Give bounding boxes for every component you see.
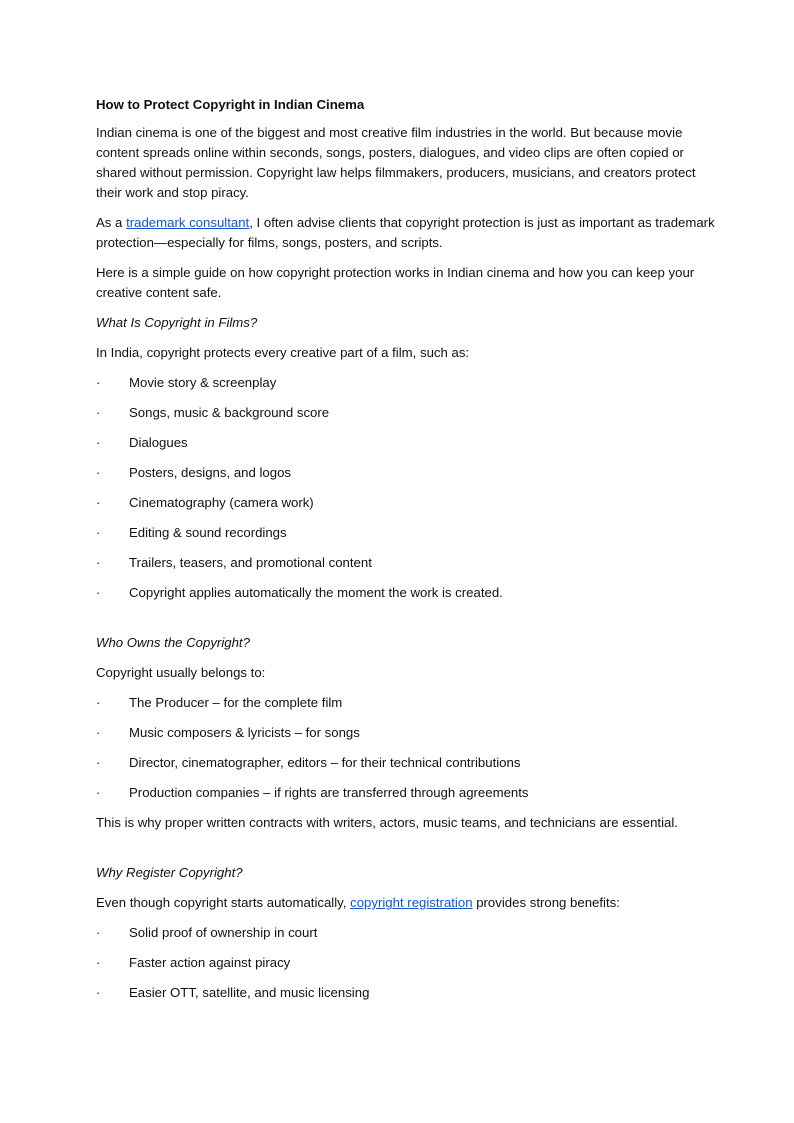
list-item-text: Trailers, teasers, and promotional content <box>129 555 372 570</box>
bullet-dot: · <box>96 555 101 570</box>
list-why <box>96 923 716 1003</box>
bullet-dot: · <box>96 785 101 800</box>
bullet-dot: · <box>96 985 101 1000</box>
bullet-dot: · <box>96 725 101 740</box>
copyright-registration-link[interactable]: copyright registration <box>350 895 473 910</box>
contracts-paragraph: This is why proper written contracts with writers, actors, music teams, and technicians are essential. <box>96 815 678 830</box>
bullet-dot: · <box>96 955 101 970</box>
list-item-text: Movie story & screenplay <box>129 375 277 390</box>
bullet-dot: · <box>96 495 101 510</box>
list-item <box>96 493 716 513</box>
section-spacer <box>96 613 716 633</box>
list-item <box>96 953 716 973</box>
list-item-text: Easier OTT, satellite, and music licensing <box>129 985 370 1000</box>
why-lead-suffix: provides strong benefits: <box>472 895 620 910</box>
document-body <box>96 95 716 1013</box>
section-lead-what: In India, copyright protects every creative part of a film, such as: <box>96 345 470 360</box>
list-item-text: Posters, designs, and logos <box>129 465 292 480</box>
list-item <box>96 553 716 573</box>
consultant-prefix: As a <box>96 215 127 230</box>
trademark-consultant-link[interactable]: trademark consultant <box>126 215 250 230</box>
list-item-text: Solid proof of ownership in court <box>129 925 318 940</box>
list-item <box>96 923 716 943</box>
list-item <box>96 583 716 603</box>
section-heading-what: What Is Copyright in Films? <box>96 315 258 330</box>
section-heading-why: Why Register Copyright? <box>96 865 243 880</box>
section-lead-why <box>96 893 716 913</box>
document-title: How to Protect Copyright in Indian Cinema <box>96 97 365 112</box>
section-heading-who: Who Owns the Copyright? <box>96 635 250 650</box>
list-item <box>96 463 716 483</box>
list-item-text: Music composers & lyricists – for songs <box>129 725 360 740</box>
list-item <box>96 373 716 393</box>
why-lead-prefix: Even though copyright starts automatically, <box>96 895 351 910</box>
list-item <box>96 783 716 803</box>
guide-paragraph: Here is a simple guide on how copyright protection works in Indian cinema and how you can keep your creative content safe. <box>96 265 695 300</box>
list-item-text: Dialogues <box>129 435 188 450</box>
list-item-text: Copyright applies automatically the moment the work is created. <box>129 585 503 600</box>
list-item-text: Production companies – if rights are transferred through agreements <box>129 785 529 800</box>
bullet-dot: · <box>96 755 101 770</box>
list-item-text: Director, cinematographer, editors – for their technical contributions <box>129 755 521 770</box>
list-who <box>96 693 716 803</box>
bullet-dot: · <box>96 465 101 480</box>
list-item <box>96 403 716 423</box>
list-what <box>96 373 716 603</box>
consultant-suffix: , I often advise clients that copyright protection is just as important as trademark protection—especially for films, songs, posters, and scripts. <box>96 215 715 250</box>
list-item <box>96 523 716 543</box>
list-item <box>96 723 716 743</box>
list-item-text: The Producer – for the complete film <box>129 695 343 710</box>
bullet-dot: · <box>96 695 101 710</box>
list-item <box>96 753 716 773</box>
bullet-dot: · <box>96 375 101 390</box>
list-item-text: Songs, music & background score <box>129 405 330 420</box>
consultant-paragraph <box>96 213 716 253</box>
intro-paragraph: Indian cinema is one of the biggest and most creative film industries in the world. But because movie content spreads online within seconds, songs, posters, dialogues, and video clips are often copied or shared without permission. Copyright law helps filmmakers, producers, musicians, and creators protect their work and stop piracy. <box>96 125 696 200</box>
bullet-dot: · <box>96 585 101 600</box>
bullet-dot: · <box>96 405 101 420</box>
list-item-text: Editing & sound recordings <box>129 525 287 540</box>
list-item-text: Faster action against piracy <box>129 955 291 970</box>
bullet-dot: · <box>96 925 101 940</box>
bullet-dot: · <box>96 435 101 450</box>
list-item <box>96 983 716 1003</box>
bullet-dot: · <box>96 525 101 540</box>
section-spacer <box>96 843 716 863</box>
list-item-text: Cinematography (camera work) <box>129 495 314 510</box>
list-item <box>96 433 716 453</box>
section-lead-who: Copyright usually belongs to: <box>96 665 266 680</box>
list-item <box>96 693 716 713</box>
